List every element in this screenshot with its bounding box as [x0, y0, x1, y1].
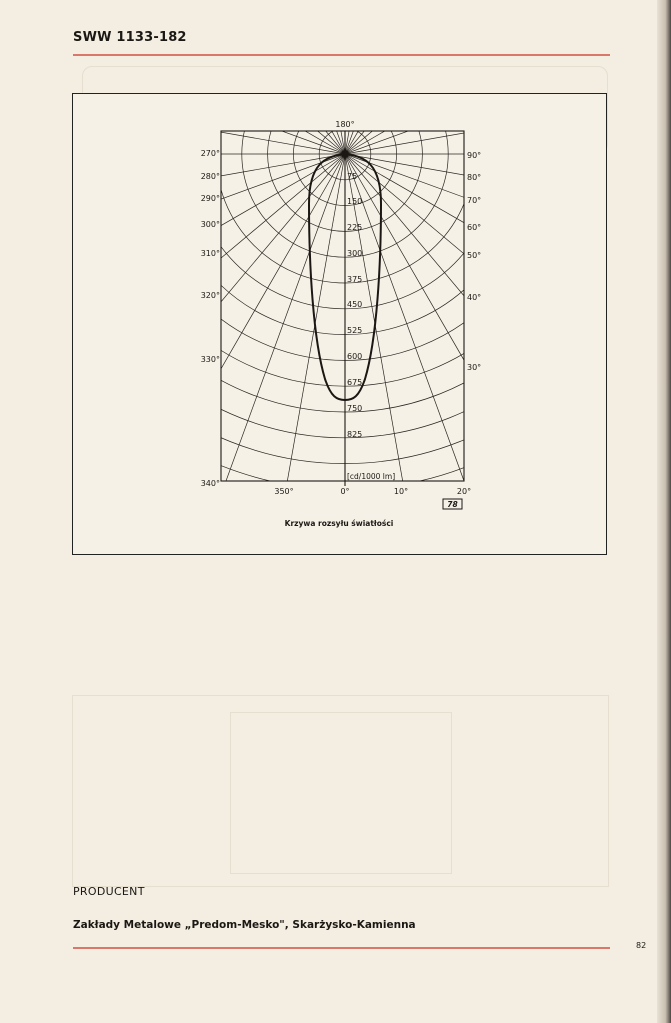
radial-label: 150 [347, 197, 363, 206]
polar-diagram [73, 94, 605, 553]
grid-spoke [345, 94, 432, 154]
bottom-angle-labels [274, 487, 471, 496]
angle-label-left: 340° [200, 479, 220, 488]
light-distribution-figure [72, 93, 607, 555]
grid-spoke [95, 154, 345, 553]
angle-label-right: 70° [467, 196, 482, 205]
angle-label-180: 180° [335, 120, 355, 129]
grid-arc [73, 94, 605, 464]
grid-spoke [73, 94, 345, 154]
angle-label-bottom: 350° [274, 487, 294, 496]
producer-name: Zakłady Metalowe „Predom-Mesko", Skarżysko-Kamienna [73, 919, 416, 931]
unit-label: [cd/1000 lm] [347, 472, 396, 481]
angle-label-right: 50° [467, 251, 482, 260]
radial-label: 450 [347, 300, 363, 309]
grid-arc [73, 94, 605, 489]
grid-spoke [345, 94, 605, 154]
grid-spoke [73, 94, 345, 154]
figure-caption: Krzywa rozsyłu światłości [284, 519, 394, 528]
angle-label-left: 280° [200, 172, 220, 181]
radial-label: 375 [347, 275, 363, 284]
page-header-title: SWW 1133-182 [73, 30, 187, 45]
angle-label-right: 60° [467, 223, 482, 232]
angle-label-left: 300° [200, 220, 220, 229]
grid-spoke [345, 94, 605, 154]
lamp-center-point [341, 150, 349, 158]
figure-code: 78 [447, 500, 458, 509]
radial-label: 825 [347, 430, 363, 439]
right-angle-labels [467, 151, 481, 372]
radial-label: 750 [347, 404, 363, 413]
radial-label: 600 [347, 352, 363, 361]
radial-label: 75 [347, 172, 358, 181]
header-red-rule [73, 54, 610, 56]
angle-label-bottom: 20° [456, 487, 472, 496]
angle-label-left: 270° [200, 149, 220, 158]
grid-spoke [345, 94, 605, 154]
footer-red-rule [73, 947, 610, 949]
left-angle-labels [201, 149, 220, 488]
grid-spoke [73, 94, 345, 154]
angle-label-right: 80° [467, 173, 482, 182]
angle-label-left: 290° [200, 194, 220, 203]
grid-spoke [345, 94, 595, 154]
producer-section-label: PRODUCENT [73, 885, 145, 898]
angle-label-right: 90° [467, 151, 482, 160]
angle-label-right: 40° [467, 293, 482, 302]
grid-spoke [73, 94, 345, 154]
angle-label-bottom: 10° [393, 487, 409, 496]
grid-spoke [345, 94, 605, 154]
grid-spoke [345, 94, 605, 154]
page-edge-shadow [657, 0, 671, 1023]
angle-label-left: 330° [200, 355, 220, 364]
angle-label-left: 320° [200, 291, 220, 300]
polar-grid [73, 94, 605, 553]
grid-spoke [258, 154, 345, 553]
grid-spoke [258, 94, 345, 154]
angle-label-left: 310° [200, 249, 220, 258]
angle-label-right: 30° [467, 363, 482, 372]
show-through-drawing [230, 712, 452, 874]
radial-label: 300 [347, 249, 363, 258]
radial-label: 675 [347, 378, 363, 387]
grid-spoke [95, 94, 345, 154]
grid-spoke [73, 154, 345, 404]
page-number: 82 [636, 941, 647, 950]
radial-label: 525 [347, 326, 363, 335]
grid-spoke [73, 94, 345, 154]
radial-label: 225 [347, 223, 363, 232]
angle-label-bottom: 0° [340, 487, 350, 496]
